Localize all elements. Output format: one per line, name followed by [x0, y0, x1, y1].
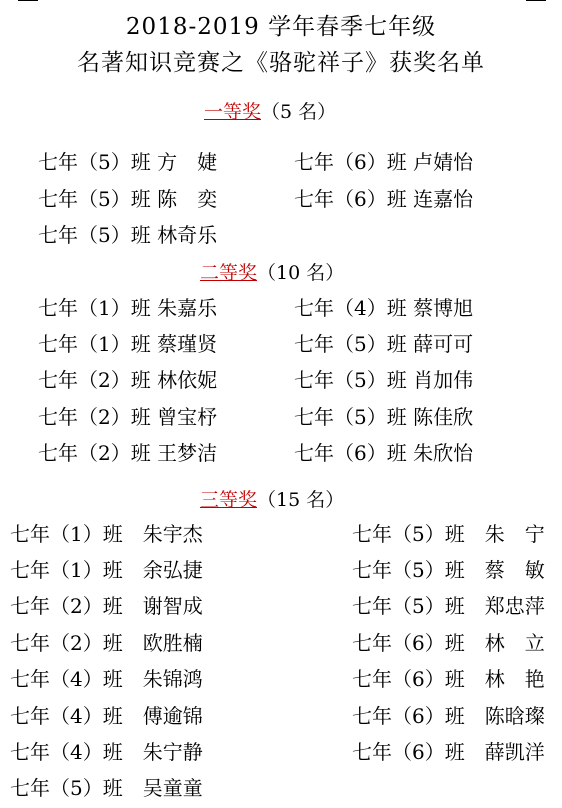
third-prize-winner: 七年（4）班 傅逾锦 [10, 704, 203, 728]
third-prize-count: （15 名） [257, 489, 345, 511]
second-prize-winner: 七年（5）班 薛可可 [294, 332, 474, 356]
second-prize-winner: 七年（2）班 曾宝杼 [38, 405, 218, 429]
first-prize-winner: 七年（5）班 方 婕 [38, 150, 218, 174]
second-prize-winner: 七年（5）班 陈佳欣 [294, 405, 474, 429]
second-prize-winner: 七年（1）班 蔡瑾贤 [38, 332, 218, 356]
first-prize-heading [204, 97, 336, 124]
second-prize-winner: 七年（5）班 肖加伟 [294, 368, 474, 392]
top-left-edge-mark [18, 0, 38, 1]
second-prize-winner: 七年（1）班 朱嘉乐 [38, 296, 218, 320]
third-prize-winner: 七年（4）班 朱锦鸿 [10, 667, 203, 691]
second-prize-winner: 七年（6）班 朱欣怡 [294, 441, 474, 465]
third-prize-winner: 七年（2）班 谢智成 [10, 594, 203, 618]
third-prize-winner: 七年（1）班 朱宇杰 [10, 522, 203, 546]
second-prize-winner: 七年（4）班 蔡博旭 [294, 296, 474, 320]
third-prize-winner: 七年（5）班 吴童童 [10, 776, 203, 800]
second-prize-winner: 七年（2）班 林依妮 [38, 368, 218, 392]
third-prize-name: 三等奖 [200, 489, 258, 511]
top-right-edge-mark [526, 0, 546, 1]
first-prize-winner: 七年（6）班 卢婧怡 [294, 150, 474, 174]
third-prize-winner: 七年（5）班 蔡 敏 [352, 558, 545, 582]
third-prize-winner: 七年（6）班 陈晗璨 [352, 704, 545, 728]
third-prize-winner: 七年（2）班 欧胜楠 [10, 631, 203, 655]
third-prize-winner: 七年（6）班 林 立 [352, 631, 545, 655]
second-prize-winner: 七年（2）班 王梦洁 [38, 441, 218, 465]
third-prize-winner: 七年（4）班 朱宁静 [10, 740, 203, 764]
first-prize-winner: 七年（6）班 连嘉怡 [294, 187, 474, 211]
second-prize-name: 二等奖 [200, 262, 258, 284]
first-prize-name: 一等奖 [204, 101, 262, 123]
title-line-2: 名著知识竞赛之《骆驼祥子》获奖名单 [77, 50, 485, 76]
title-line-1: 2018-2019 学年春季七年级 [125, 14, 437, 40]
third-prize-winner: 七年（6）班 林 艳 [352, 667, 545, 691]
second-prize-count: （10 名） [257, 262, 345, 284]
third-prize-winner: 七年（6）班 薛凯洋 [352, 740, 545, 764]
third-prize-winner: 七年（5）班 郑忠萍 [352, 594, 545, 618]
third-prize-heading [200, 485, 344, 512]
third-prize-winner: 七年（1）班 余弘捷 [10, 558, 203, 582]
first-prize-winner: 七年（5）班 陈 奕 [38, 187, 218, 211]
first-prize-winner: 七年（5）班 林奇乐 [38, 223, 218, 247]
second-prize-heading [200, 258, 344, 285]
first-prize-count: （5 名） [261, 101, 337, 123]
third-prize-winner: 七年（5）班 朱 宁 [352, 522, 545, 546]
